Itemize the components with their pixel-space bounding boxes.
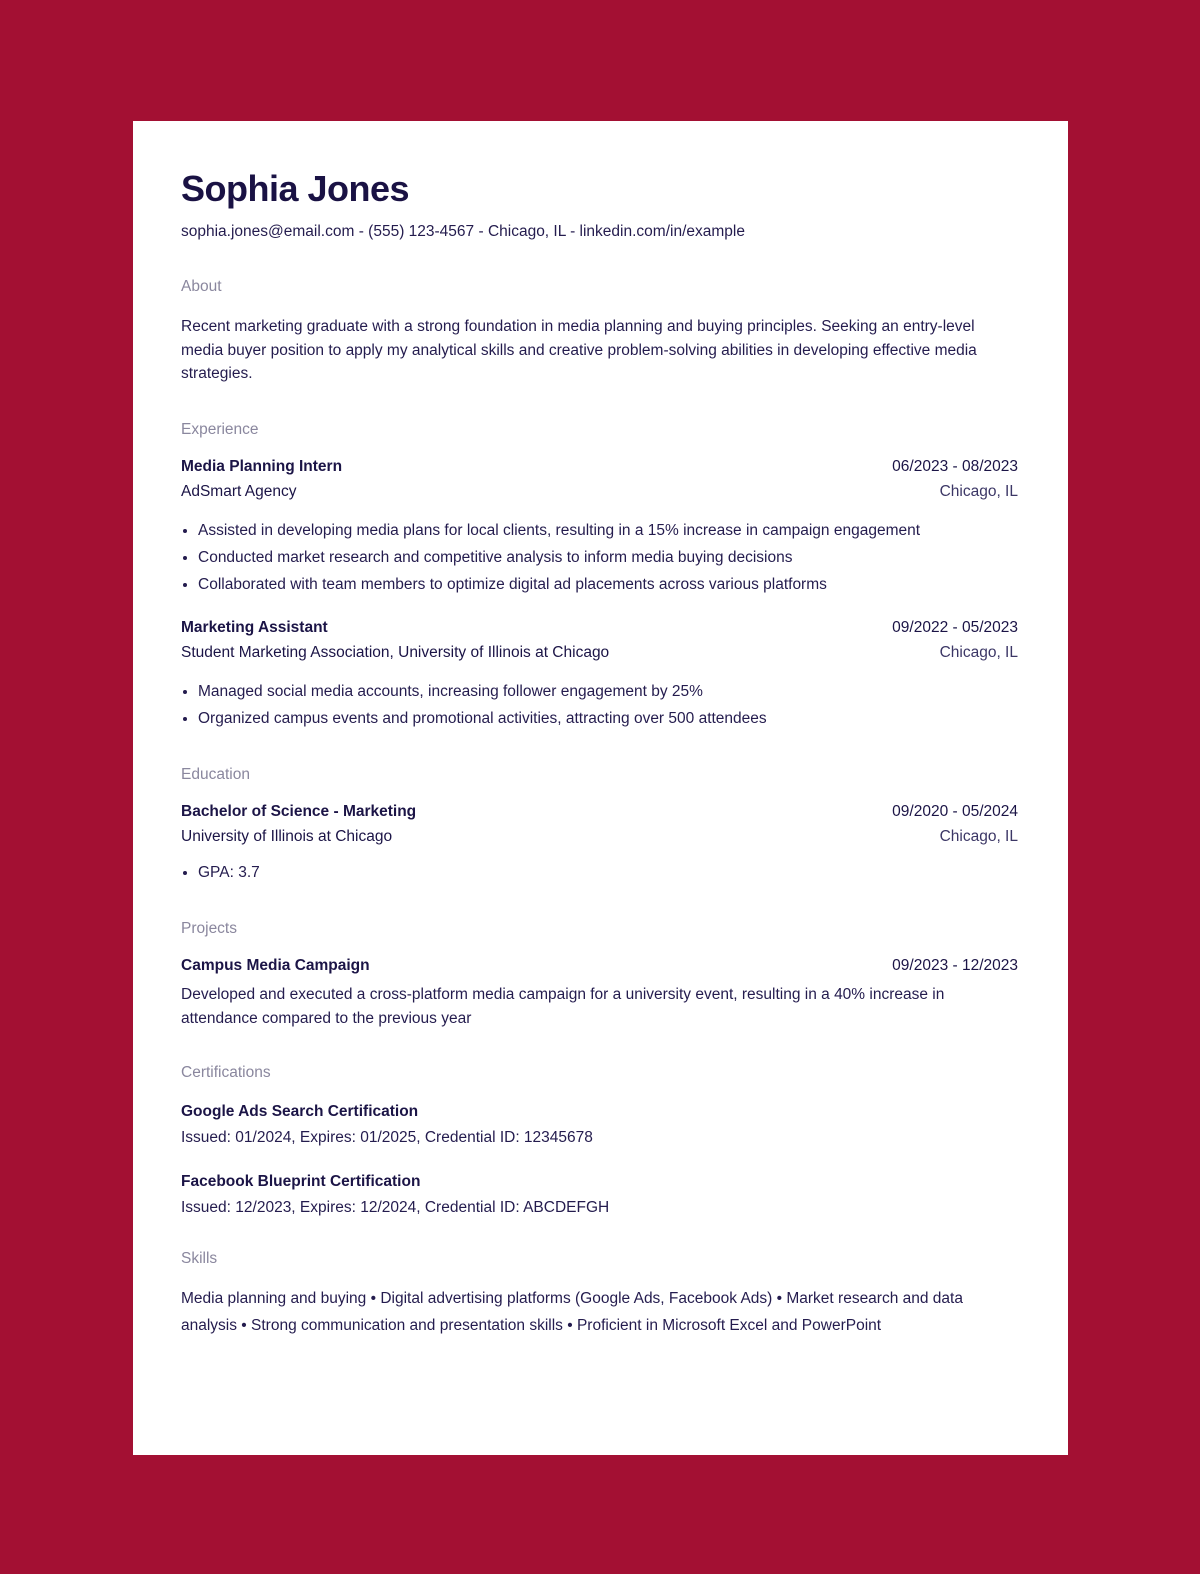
list-item: • Organized campus events and promotional activities, attracting over 500 attendees — [198, 705, 1018, 732]
project-entry — [181, 955, 1018, 1031]
certification-name: Facebook Blueprint Certification — [181, 1172, 421, 1190]
job-title: Media Planning Intern — [181, 457, 343, 475]
job-location: Chicago, IL — [939, 643, 1018, 661]
job-dates: 06/2023 - 08/2023 — [892, 457, 1018, 475]
project-name: Campus Media Campaign — [181, 956, 370, 974]
list-item: • Managed social media accounts, increasing follower engagement by 25% — [198, 678, 1018, 705]
degree: Bachelor of Science - Marketing — [181, 802, 417, 820]
job-location: Chicago, IL — [939, 482, 1018, 500]
section-title-certifications: Certifications — [181, 1063, 271, 1081]
bullet-list — [181, 859, 1018, 886]
entry-subheader — [181, 481, 1018, 503]
project-description: Developed and executed a cross-platform media campaign for a university event, resulting in a 40% increase in attendance compared to the previous year — [181, 985, 945, 1027]
employer: Student Marketing Association, University of Illinois at Chicago — [181, 643, 610, 661]
list-item: • Collaborated with team members to optimize digital ad placements across various platforms — [198, 571, 1018, 598]
section-title-skills: Skills — [181, 1249, 218, 1267]
contact-line: sophia.jones@email.com - (555) 123-4567 - Chicago, IL - linkedin.com/in/example — [181, 223, 745, 240]
education-dates: 09/2020 - 05/2024 — [892, 802, 1018, 820]
list-item: • GPA: 3.7 — [198, 859, 1018, 886]
employer: AdSmart Agency — [181, 482, 297, 500]
experience-entry — [181, 456, 1018, 598]
section-title-education: Education — [181, 765, 250, 783]
project-dates: 09/2023 - 12/2023 — [892, 956, 1018, 974]
certification-name: Google Ads Search Certification — [181, 1102, 419, 1120]
list-item: • Conducted market research and competitive analysis to inform media buying decisions — [198, 544, 1018, 571]
certification-detail: Issued: 12/2023, Expires: 12/2024, Credential ID: ABCDEFGH — [181, 1198, 610, 1216]
entry-header — [181, 801, 1018, 823]
job-title: Marketing Assistant — [181, 618, 328, 636]
entry-header — [181, 617, 1018, 639]
section-title-about: About — [181, 278, 222, 295]
certification-entry — [181, 1171, 1018, 1219]
section-title-experience: Experience — [181, 420, 259, 438]
certification-entry — [181, 1101, 1018, 1149]
section-title-projects: Projects — [181, 919, 237, 937]
entry-header — [181, 456, 1018, 478]
list-item: • Assisted in developing media plans for local clients, resulting in a 15% increase in campaign engagement — [198, 517, 1018, 544]
school-location: Chicago, IL — [939, 827, 1018, 845]
resume-page — [133, 121, 1068, 1455]
entry-header — [181, 955, 1018, 977]
school: University of Illinois at Chicago — [181, 827, 393, 845]
experience-entry — [181, 617, 1018, 732]
certification-detail: Issued: 01/2024, Expires: 01/2025, Credential ID: 12345678 — [181, 1128, 593, 1146]
about-text: Recent marketing graduate with a strong foundation in media planning and buying principles. Seeking an entry-level media buyer position to apply my analytical skills and creative problem-solving abilities in developing effective media strategies. — [181, 318, 977, 382]
education-entry — [181, 801, 1018, 886]
bullet-list — [181, 517, 1018, 598]
candidate-name: Sophia Jones — [181, 168, 410, 209]
job-dates: 09/2022 - 05/2023 — [892, 618, 1018, 636]
entry-subheader — [181, 826, 1018, 848]
bullet-list — [181, 678, 1018, 732]
skills-text: Media planning and buying • Digital advertising platforms (Google Ads, Facebook Ads) • Market research and data analysis • Strong communication and presentation skills • Proficient in Microsoft Excel and PowerPoint — [181, 1289, 963, 1334]
entry-subheader — [181, 642, 1018, 664]
